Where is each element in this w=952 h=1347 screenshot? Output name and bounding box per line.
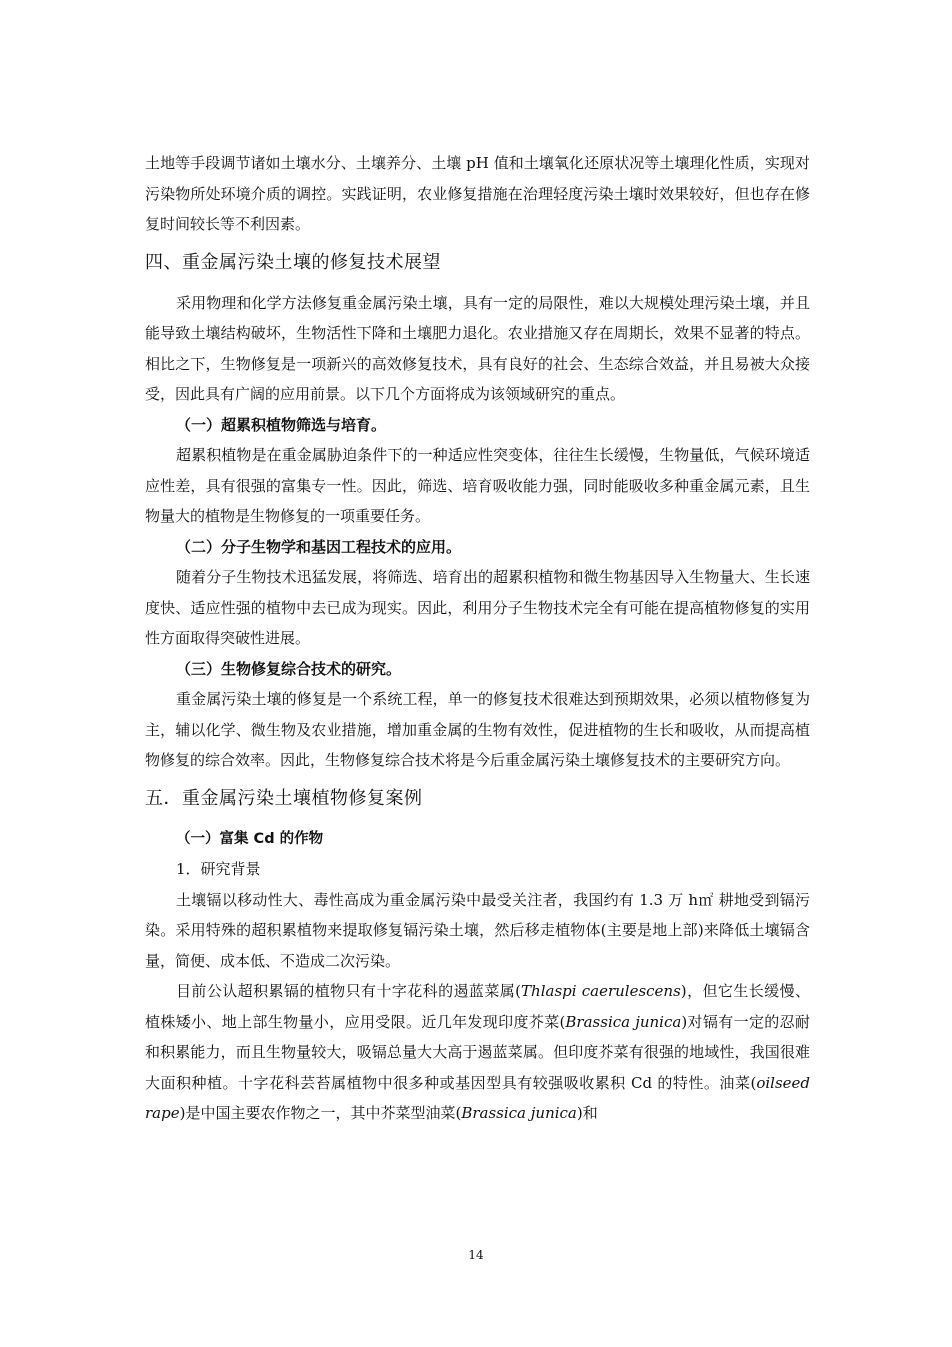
latin-name-oilseed-rape: oilseed rape (145, 1073, 810, 1122)
page-number: 14 (468, 1248, 484, 1262)
para2-part-c: )对镉有一定的忍耐和积累能力，而且生物量较大，吸镉总量大大高于遏蓝菜属。但印度芥菜有很强的地域性，我国很难大面积种植。十字花科芸苔属植物中很多种或基因型具有较强吸收累积 Cd 的特性。油菜( (145, 1012, 811, 1092)
para2-part-d: )是中国主要农作物之一，其中芥菜型油菜( (179, 1104, 462, 1122)
subsection-3-paragraph: 重金属污染土壤的修复是一个系统工程，单一的修复技术很难达到预期效果，必须以植物修复为主，辅以化学、微生物及农业措施，增加重金属的生物有效性，促进植物的生长和吸收，从而提高植物修复的综合效率。因此，生物修复综合技术将是今后重金属污染土壤修复技术的主要研究方向。 (145, 690, 810, 769)
para2-part-b: )，但它生长缓慢、植株矮小、地上部生物量小，应用受限。近几年发现印度芥菜( (145, 982, 810, 1031)
para2-part-a: 目前公认超积累镉的植物只有十字花科的遏蓝菜属( (176, 982, 522, 1000)
subsection-2-heading: （二）分子生物学和基因工程技术的应用。 (176, 537, 462, 556)
intro-paragraph: 土地等手段调节诸如土壤水分、土壤养分、土壤 pH 值和土壤氧化还原状况等土壤理化性质，实现对污染物所处环境介质的调控。实践证明，农业修复措施在治理轻度污染土壤时效果较好，但也存在修复时间较长等不利因素。 (145, 154, 810, 233)
background-heading: 1．研究背景 (176, 860, 261, 878)
background-paragraph-2 (145, 976, 810, 1129)
section-4-paragraph: 采用物理和化学方法修复重金属污染土壤，具有一定的局限性，难以大规模处理污染土壤，并且能导致土壤结构破坏，生物活性下降和土壤肥力退化。农业措施又存在周期长，效果不显著的特点。相比之下，生物修复是一项新兴的高效修复技术，具有良好的社会、生态综合效益，并且易被大众接受，因此具有广阔的应用前景。以下几个方面将成为该领域研究的重点。 (145, 293, 810, 403)
section-4-heading: 四、重金属污染土壤的修复技术展望 (145, 251, 441, 273)
para2-part-e: )和 (576, 1104, 598, 1122)
background-paragraph-1: 土壤镉以移动性大、毒性高成为重金属污染中最受关注者，我国约有 1.3 万 h㎡ 耕地受到镉污染。采用特殊的超积累植物来提取修复镉污染土壤，然后移走植物体(主要是地上部)来降低土壤镉含量，简便、成本低、不造成二次污染。 (145, 890, 810, 970)
subsection-1-paragraph: 超累积植物是在重金属胁迫条件下的一种适应性突变体，往往生长缓慢，生物量低，气候环境适应性差，具有很强的富集专一性。因此，筛选、培育吸收能力强，同时能吸收多种重金属元素，且生物量大的植物是生物修复的一项重要任务。 (145, 446, 810, 525)
subsection-2-paragraph: 随着分子生物技术迅猛发展，将筛选、培育出的超累积植物和微生物基因导入生物量大、生长速度快、适应性强的植物中去已成为现实。因此，利用分子生物技术完全有可能在提高植物修复的实用性方面取得突破性进展。 (145, 568, 810, 647)
latin-name-brassica-2: Brassica junica (461, 1104, 577, 1122)
section-5-heading: 五．重金属污染土壤植物修复案例 (145, 787, 423, 809)
case-1-heading: （一）富集 Cd 的作物 (176, 830, 324, 847)
latin-name-thlaspi: Thlaspi caerulescens (521, 982, 681, 1000)
subsection-1-heading: （一）超累积植物筛选与培育。 (176, 415, 387, 434)
latin-name-brassica-1: Brassica junica (565, 1012, 682, 1031)
subsection-3-heading: （三）生物修复综合技术的研究。 (176, 659, 402, 678)
document-page (145, 148, 810, 1129)
